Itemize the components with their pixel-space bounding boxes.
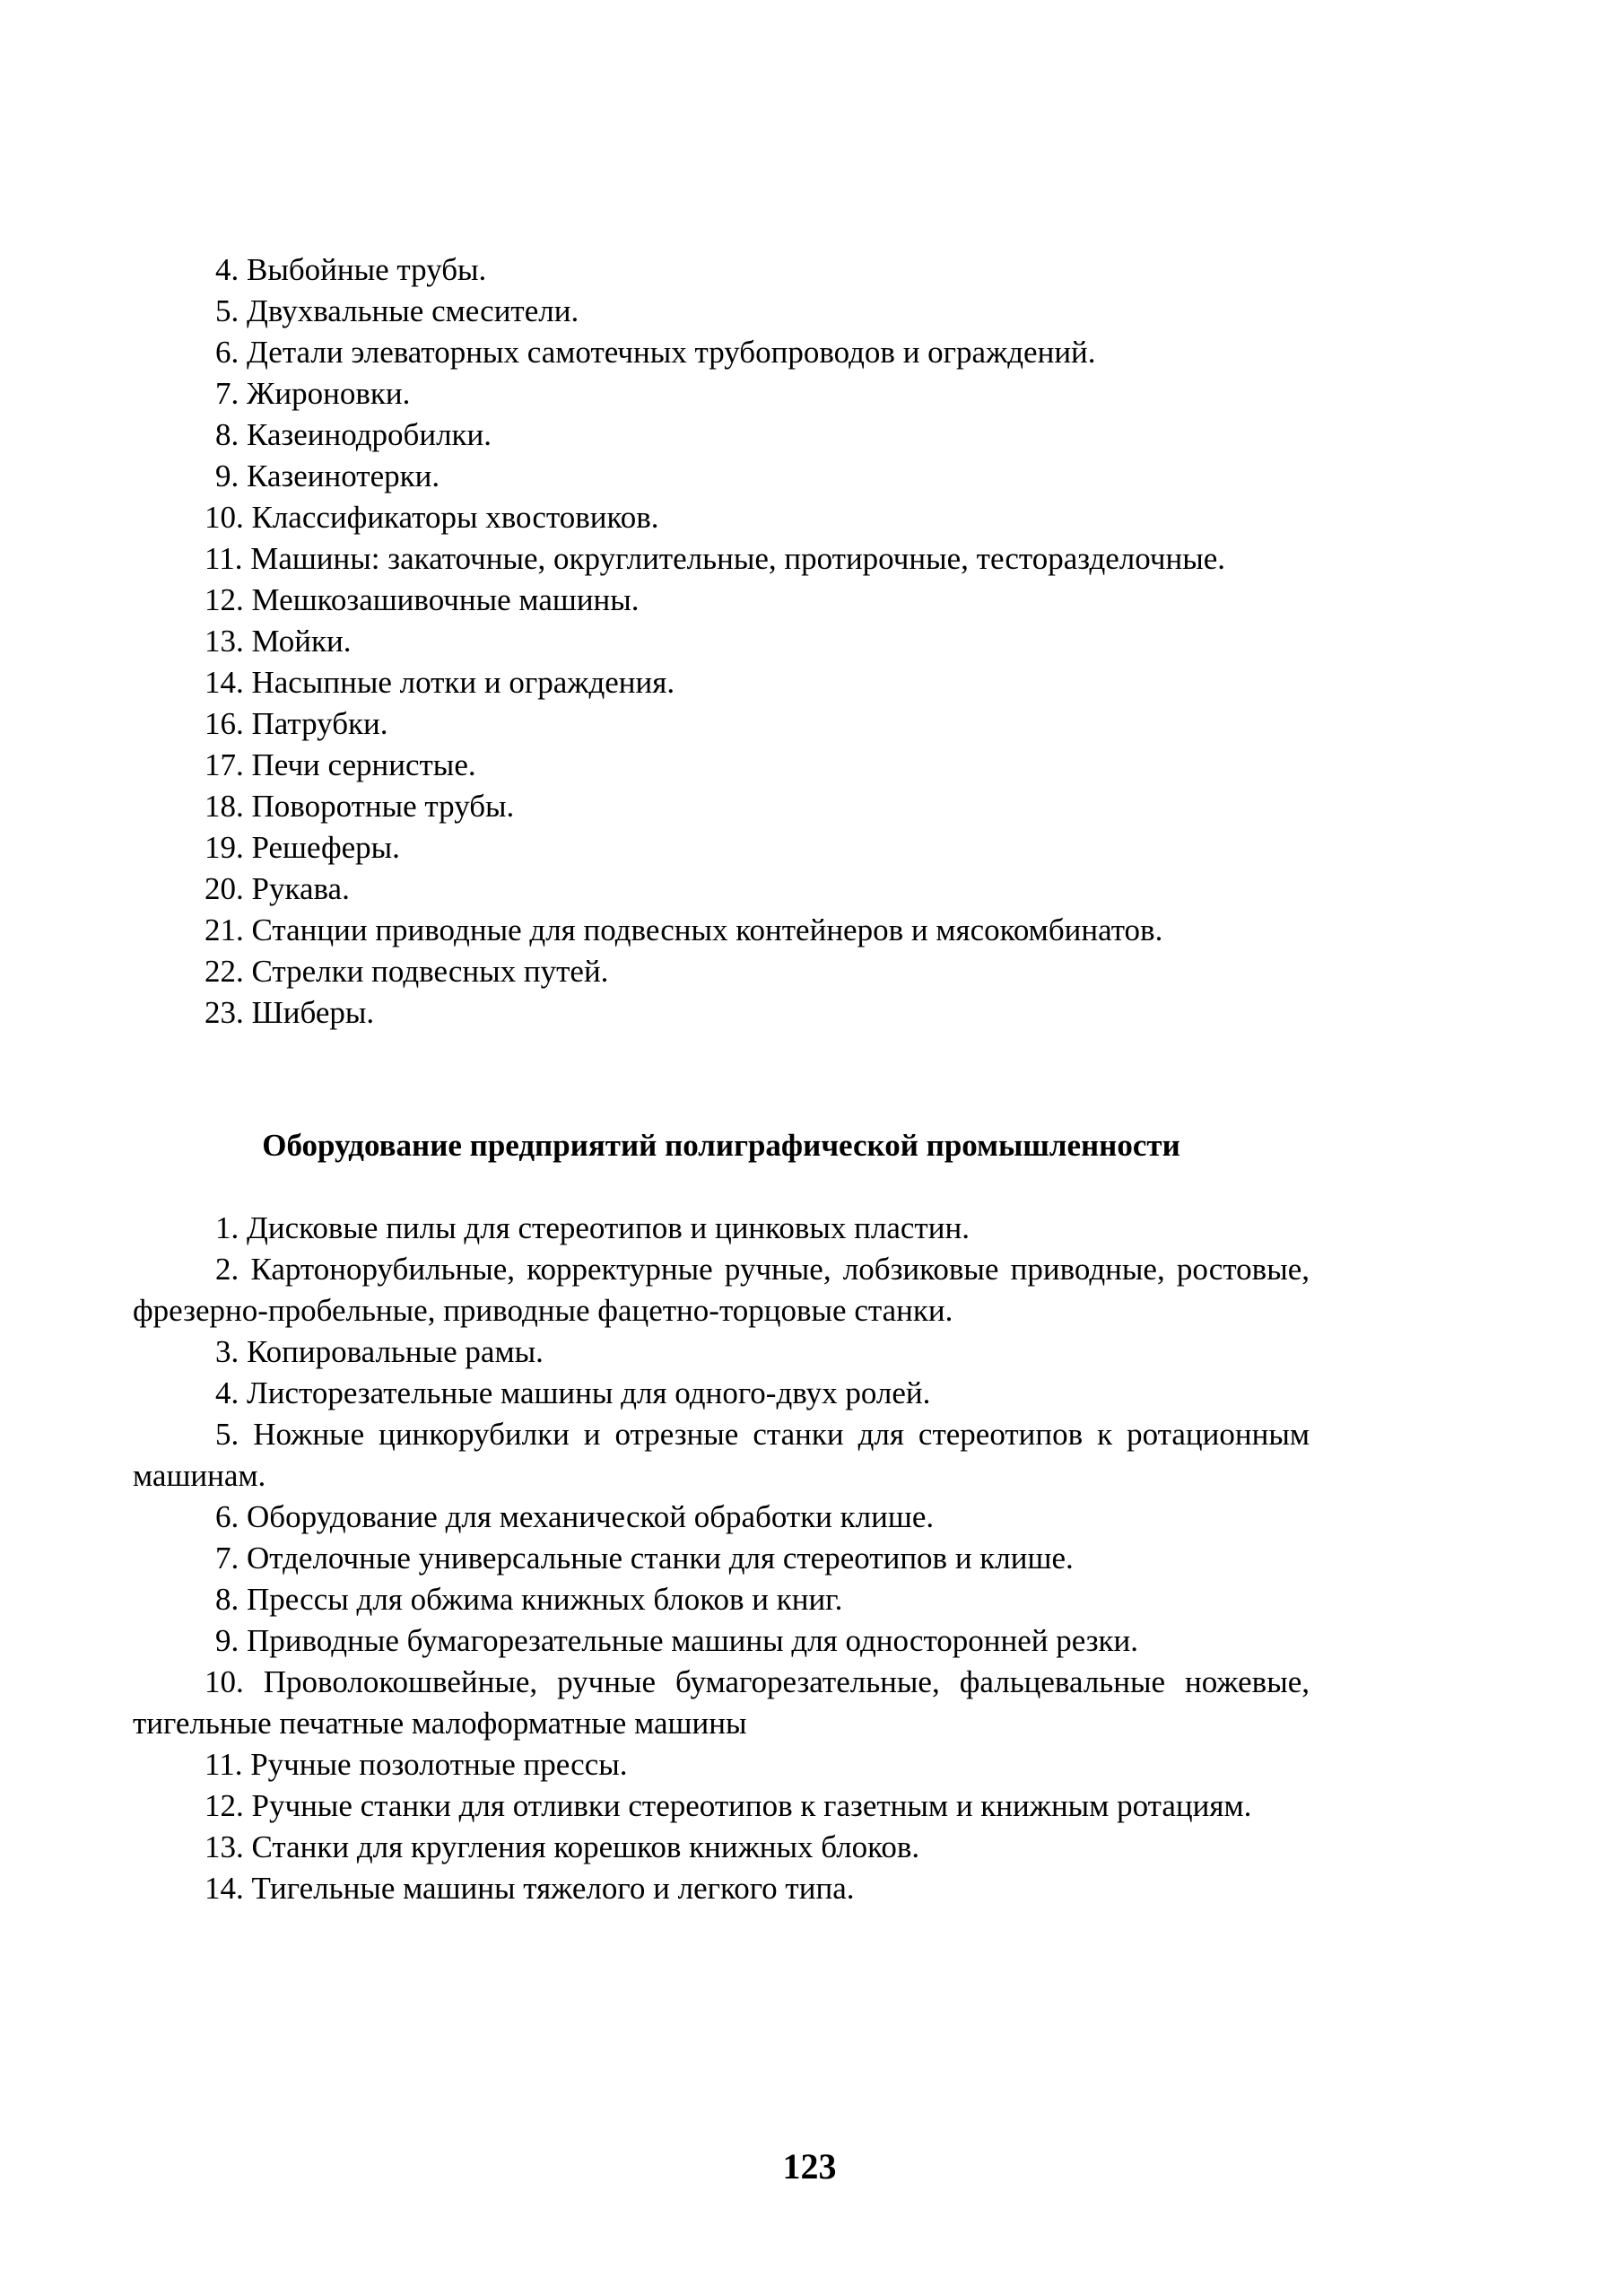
list-item: 13. Мойки.: [205, 624, 352, 659]
list-item: 7. Отделочные универсальные станки для стереотипов и клише.: [215, 1541, 1074, 1576]
list-item: 12. Ручные станки для отливки стереотипов к газетным и книжным ротациям.: [205, 1788, 1252, 1823]
list-item: 6. Оборудование для механической обработки клише.: [215, 1499, 935, 1534]
section-heading: Оборудование предприятий полиграфической промышленности: [262, 1128, 1180, 1163]
list-item: 20. Рукава.: [205, 871, 350, 906]
list-item: 13. Станки для кругления корешков книжных блоков.: [205, 1829, 920, 1864]
list-item: 17. Печи сернистые.: [205, 747, 476, 782]
list-item: 9. Казеинотерки.: [215, 458, 440, 493]
list-item: 9. Приводные бумагорезательные машины для односторонней резки.: [215, 1623, 1139, 1658]
list-item: 22. Стрелки подвесных путей.: [205, 954, 609, 989]
list-item: 5. Ножные цинкорубилки и отрезные станки для стереотипов к ротационным машинам.: [133, 1417, 1310, 1493]
list-item: 11. Машины: закаточные, округлительные, протирочные, тесторазделочные.: [205, 541, 1225, 576]
list-item: 8. Прессы для обжима книжных блоков и книг.: [215, 1582, 843, 1617]
list-item: 4. Листорезательные машины для одного-двух ролей.: [215, 1375, 931, 1410]
list-item: 2. Картонорубильные, корректурные ручные, лобзиковые приводные, ростовые, фрезерно-пробельные, приводные фацетно-торцовые станки.: [133, 1252, 1310, 1328]
list-item: 23. Шиберы.: [205, 995, 375, 1030]
list-item: 10. Проволокошвейные, ручные бумагорезательные, фальцевальные ножевые, тигельные печатные малоформатные машины: [133, 1664, 1310, 1741]
list-item: 19. Решеферы.: [205, 830, 400, 865]
list-item: 8. Казеинодробилки.: [215, 417, 492, 452]
list-item: 21. Станции приводные для подвесных контейнеров и мясокомбинатов.: [205, 912, 1163, 947]
equipment-list-printing: [133, 1208, 1310, 1909]
list-item: 5. Двухвальные смесители.: [215, 293, 579, 328]
equipment-list-food: [133, 249, 1310, 1034]
list-item: 18. Поворотные трубы.: [205, 789, 515, 824]
list-item: 3. Копировальные рамы.: [215, 1334, 544, 1369]
list-item: 6. Детали элеваторных самотечных трубопроводов и ограждений.: [215, 335, 1096, 370]
page-number: 123: [782, 2146, 837, 2187]
list-item: 4. Выбойные трубы.: [215, 252, 487, 287]
list-item: 12. Мешкозашивочные машины.: [205, 582, 640, 617]
list-item: 10. Классификаторы хвостовиков.: [205, 500, 659, 535]
list-item: 11. Ручные позолотные прессы.: [205, 1747, 628, 1782]
list-item: 16. Патрубки.: [205, 706, 388, 741]
list-item: 1. Дисковые пилы для стереотипов и цинковых пластин.: [215, 1210, 970, 1245]
list-item: 7. Жироновки.: [215, 376, 411, 411]
list-item: 14. Насыпные лотки и ограждения.: [205, 665, 675, 700]
list-item: 14. Тигельные машины тяжелого и легкого типа.: [205, 1871, 855, 1906]
